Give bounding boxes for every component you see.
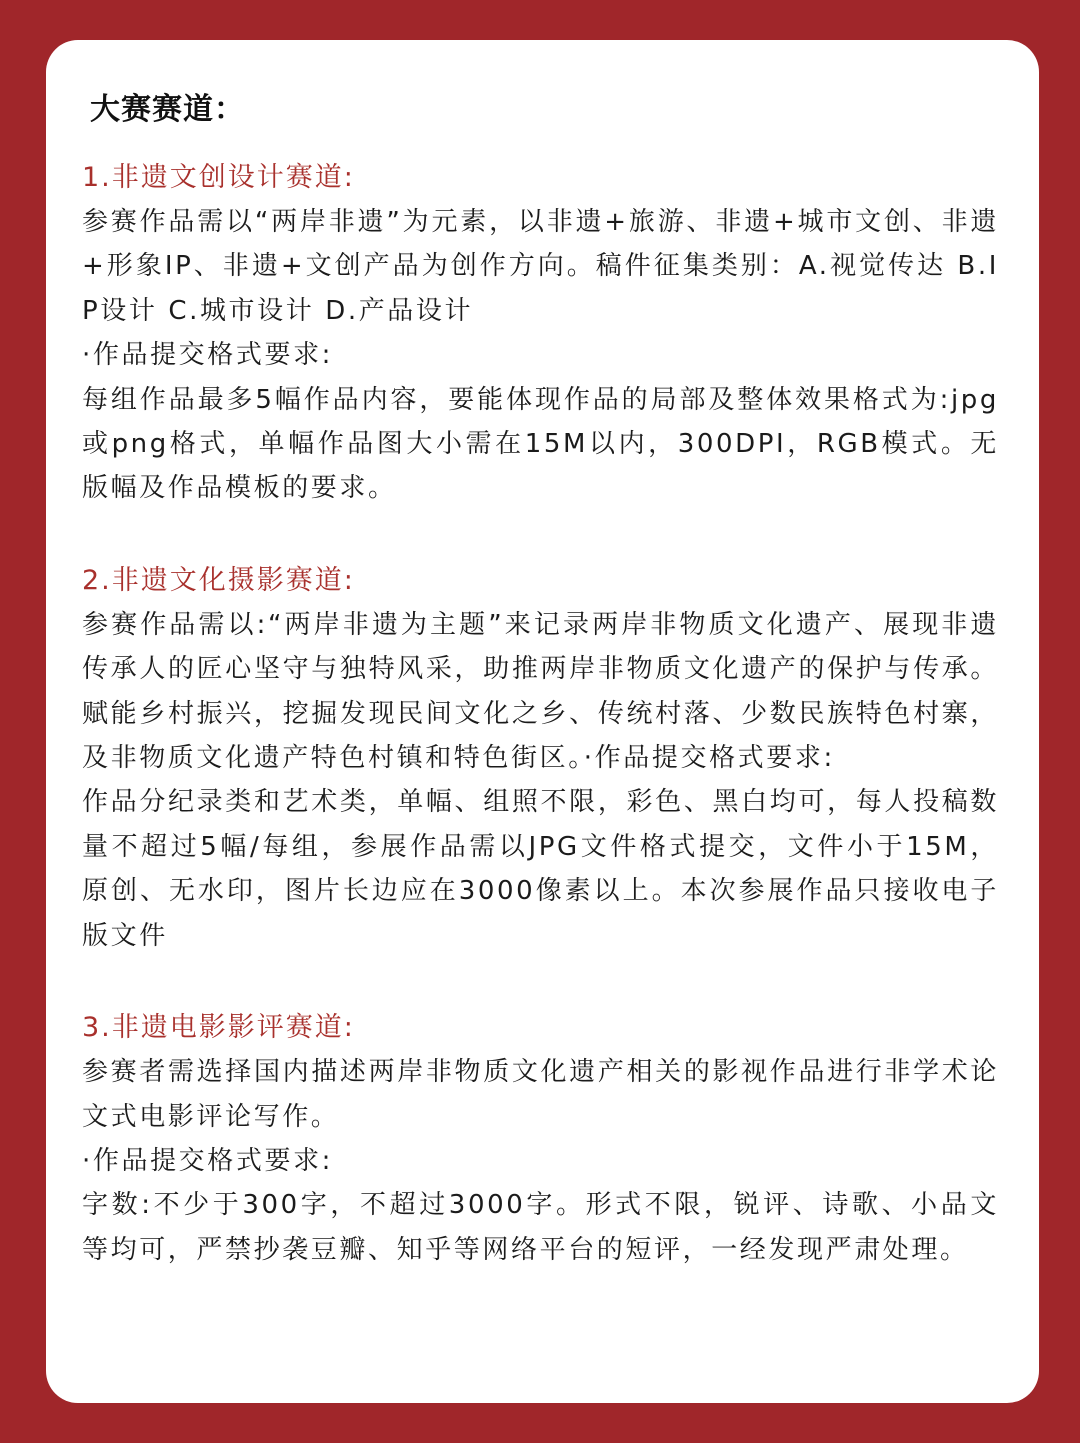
submission-format-details: 字数:不少于300字，不超过3000字。形式不限，锐评、诗歌、小品文等均可，严禁抄袭豆瓣、知乎等网络平台的短评，一经发现严肃处理。 — [82, 1190, 999, 1265]
page-title: 大赛赛道： — [90, 92, 245, 127]
section-description: 参赛者需选择国内描述两岸非物质文化遗产相关的影视作品进行非学术论文式电影评论写作。 — [82, 1057, 999, 1132]
section-heading: 2.非遗文化摄影赛道: — [82, 564, 355, 596]
submission-format-label: ·作品提交格式要求: — [82, 1145, 334, 1176]
content-card — [46, 40, 1039, 1403]
section-photography-track — [82, 559, 999, 958]
section-film-review-track — [82, 1006, 999, 1272]
section-heading: 1.非遗文创设计赛道: — [82, 162, 355, 193]
section-description: 参赛作品需以:“两岸非遗为主题”来记录两岸非物质文化遗产、展现非遗传承人的匠心坚守与独特风采，助推两岸非物质文化遗产的保护与传承。赋能乡村振兴，挖掘发现民间文化之乡、传统村落、少数民族特色村寨，及非物质文化遗产特色村镇和特色街区。·作品提交格式要求: — [82, 609, 999, 774]
submission-format-details: 每组作品最多5幅作品内容，要能体现作品的局部及整体效果格式为:jpg或png格式，单幅作品图大小需在15M以内，300DPI，RGB模式。无版幅及作品模板的要求。 — [82, 384, 999, 504]
submission-format-label: ·作品提交格式要求: — [82, 340, 334, 371]
section-description: 参赛作品需以“两岸非遗”为元素，以非遗+旅游、非遗+城市文创、非遗+形象IP、非遗+文创产品为创作方向。稿件征集类别：A.视觉传达 B.IP设计 C.城市设计 D.产品设计 — [82, 207, 999, 326]
section-design-track — [82, 156, 999, 511]
submission-format-details: 作品分纪录类和艺术类，单幅、组照不限，彩色、黑白均可，每人投稿数量不超过5幅/每组，参展作品需以JPG文件格式提交，文件小于15M，原创、无水印，图片长边应在3000像素以上。本次参展作品只接收电子版文件 — [82, 787, 999, 951]
section-heading: 3.非遗电影影评赛道: — [82, 1012, 355, 1044]
